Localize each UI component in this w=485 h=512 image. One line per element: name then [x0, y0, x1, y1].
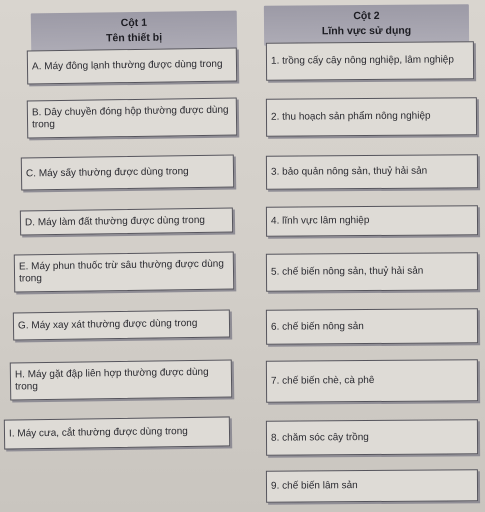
field-item-label: 2. thu hoạch sản phẩm nông nghiệp [270, 110, 431, 123]
device-item-label: H. Máy gặt đập liên hợp thường được dùng trong [14, 366, 209, 393]
device-item-g[interactable] [13, 309, 230, 340]
column2-title: Cột 2 [353, 9, 380, 23]
device-item-a[interactable] [27, 48, 237, 85]
device-item-label: I. Máy cưa, cắt thường được dùng trong [8, 426, 188, 440]
device-item-label: G. Máy xay xát thường được dùng trong [17, 317, 198, 332]
field-item-4[interactable] [266, 205, 478, 236]
device-item-label: B. Dây chuyền đóng hộp thường được dùng trong [31, 104, 229, 131]
field-item-label: 4. lĩnh vực lâm nghiệp [270, 215, 370, 227]
device-item-d[interactable] [20, 208, 233, 236]
field-item-8[interactable] [266, 419, 478, 455]
column1-title: Cột 1 [120, 16, 148, 30]
field-item-label: 1. trồng cấy cây nông nghiệp, lâm nghiệp [270, 54, 454, 67]
field-item-label: 5. chế biến nông sản, thuỷ hải sản [270, 265, 424, 278]
device-item-label: A. Máy đông lạnh thường được dùng trong [31, 58, 223, 73]
device-item-label: E. Máy phun thuốc trừ sâu thường được dùng trong [18, 258, 224, 285]
device-item-label: D. Máy làm đất thường được dùng trong [24, 214, 205, 228]
device-item-b[interactable] [27, 98, 238, 139]
device-item-label: C. Máy sấy thường được dùng trong [25, 165, 189, 179]
device-item-c[interactable] [21, 155, 234, 191]
field-item-label: 6. chế biến nông sản [270, 320, 364, 333]
column2-header [264, 4, 469, 45]
field-item-5[interactable] [266, 252, 478, 291]
field-item-label: 7. chế biến chè, cà phê [270, 374, 375, 387]
field-item-2[interactable] [266, 97, 477, 136]
device-item-h[interactable] [10, 359, 233, 400]
field-item-6[interactable] [266, 308, 478, 344]
field-item-9[interactable] [266, 469, 478, 502]
field-item-label: 9. chế biến lâm sản [270, 480, 358, 492]
device-item-e[interactable] [14, 251, 235, 292]
column1-subtitle: Tên thiết bị [106, 31, 163, 45]
field-item-3[interactable] [266, 154, 478, 189]
field-item-label: 8. chăm sóc cây trồng [270, 431, 369, 444]
field-item-1[interactable] [266, 41, 474, 80]
column2-subtitle: Lĩnh vực sử dụng [321, 24, 412, 38]
field-item-7[interactable] [266, 359, 478, 402]
device-item-i[interactable] [4, 416, 230, 449]
field-item-label: 3. bảo quản nông sản, thuỷ hải sản [270, 165, 428, 178]
